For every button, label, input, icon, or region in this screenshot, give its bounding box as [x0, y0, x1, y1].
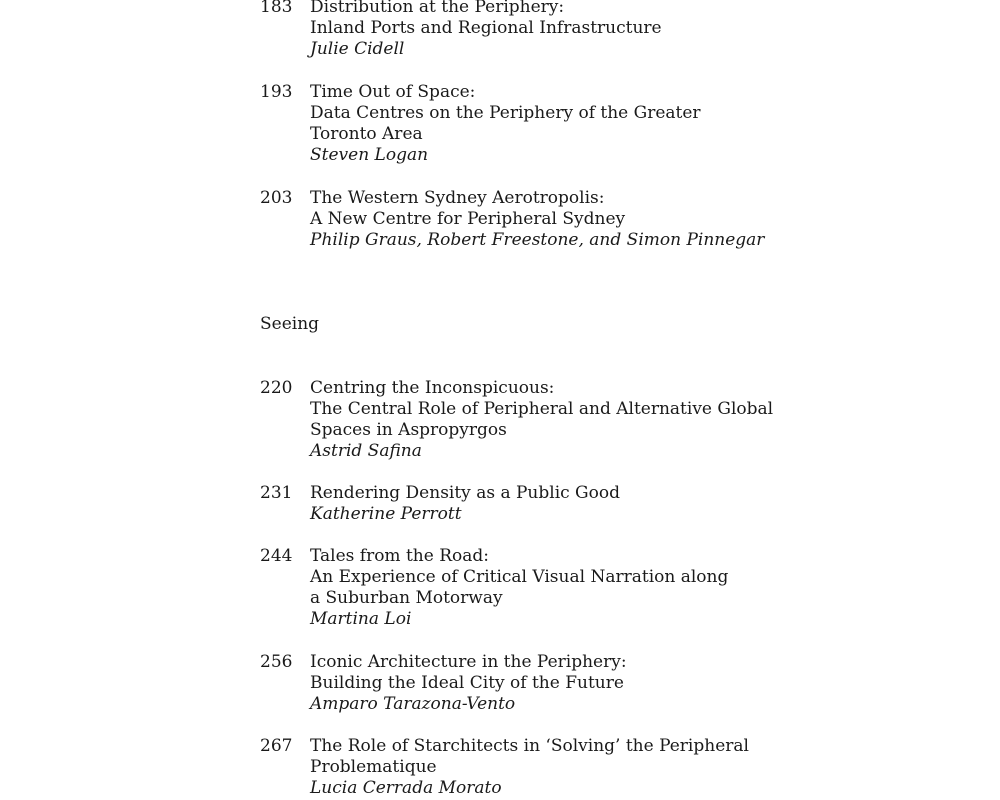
- entry-body: [310, 378, 810, 462]
- entry-title-line: Data Centres on the Periphery of the Greater: [310, 103, 701, 123]
- entry-author: Philip Graus, Robert Freestone, and Simon Pinnegar: [310, 230, 765, 250]
- entry-body: [310, 483, 810, 525]
- entry-title-line: Rendering Density as a Public Good: [310, 483, 620, 503]
- entry-title-line: Time Out of Space:: [310, 82, 476, 102]
- entry-title-line: The Role of Starchitects in ‘Solving’ the Peripheral: [310, 736, 749, 756]
- entry-author: Steven Logan: [310, 145, 429, 165]
- entry-title-line: A New Centre for Peripheral Sydney: [310, 209, 626, 229]
- entry-body: [310, 736, 810, 799]
- entry-title-line: Iconic Architecture in the Periphery:: [310, 652, 627, 672]
- entry-author: Lucia Cerrada Morato: [310, 778, 502, 798]
- entry-title-line: a Suburban Motorway: [310, 588, 503, 608]
- entry-author: Julie Cidell: [310, 39, 405, 59]
- page-number: 183: [260, 0, 293, 17]
- page-number: 267: [260, 736, 293, 756]
- entry-title-line: An Experience of Critical Visual Narration along: [310, 567, 729, 587]
- entry-title-line: The Western Sydney Aerotropolis:: [310, 188, 605, 208]
- entry-title-line: Distribution at the Periphery:: [310, 0, 565, 17]
- entry-title-line: Centring the Inconspicuous:: [310, 378, 555, 398]
- entry-body: [310, 82, 810, 166]
- entry-title-line: Toronto Area: [310, 124, 423, 144]
- entry-title-line: Tales from the Road:: [310, 546, 489, 566]
- entry-title-line: Inland Ports and Regional Infrastructure: [310, 18, 662, 38]
- page-number: 203: [260, 188, 293, 208]
- entry-title-line: Problematique: [310, 757, 437, 777]
- page-number: 231: [260, 483, 293, 503]
- entry-author: Astrid Safina: [310, 441, 422, 461]
- entry-author: Amparo Tarazona-Vento: [310, 694, 516, 714]
- page-number: 244: [260, 546, 293, 566]
- entry-title-line: Building the Ideal City of the Future: [310, 673, 624, 693]
- entry-author: Martina Loi: [310, 609, 412, 629]
- entry-title-line: The Central Role of Peripheral and Alternative Global: [310, 399, 774, 419]
- page-number: 220: [260, 378, 293, 398]
- entry-body: [310, 188, 810, 251]
- entry-author: Katherine Perrott: [310, 504, 462, 524]
- entry-body: [310, 0, 810, 60]
- entry-title-line: Spaces in Aspropyrgos: [310, 420, 507, 440]
- page-number: 193: [260, 82, 293, 102]
- page-number: 256: [260, 652, 293, 672]
- entry-body: [310, 652, 810, 715]
- section-heading-seeing: Seeing: [260, 314, 320, 334]
- entry-body: [310, 546, 810, 630]
